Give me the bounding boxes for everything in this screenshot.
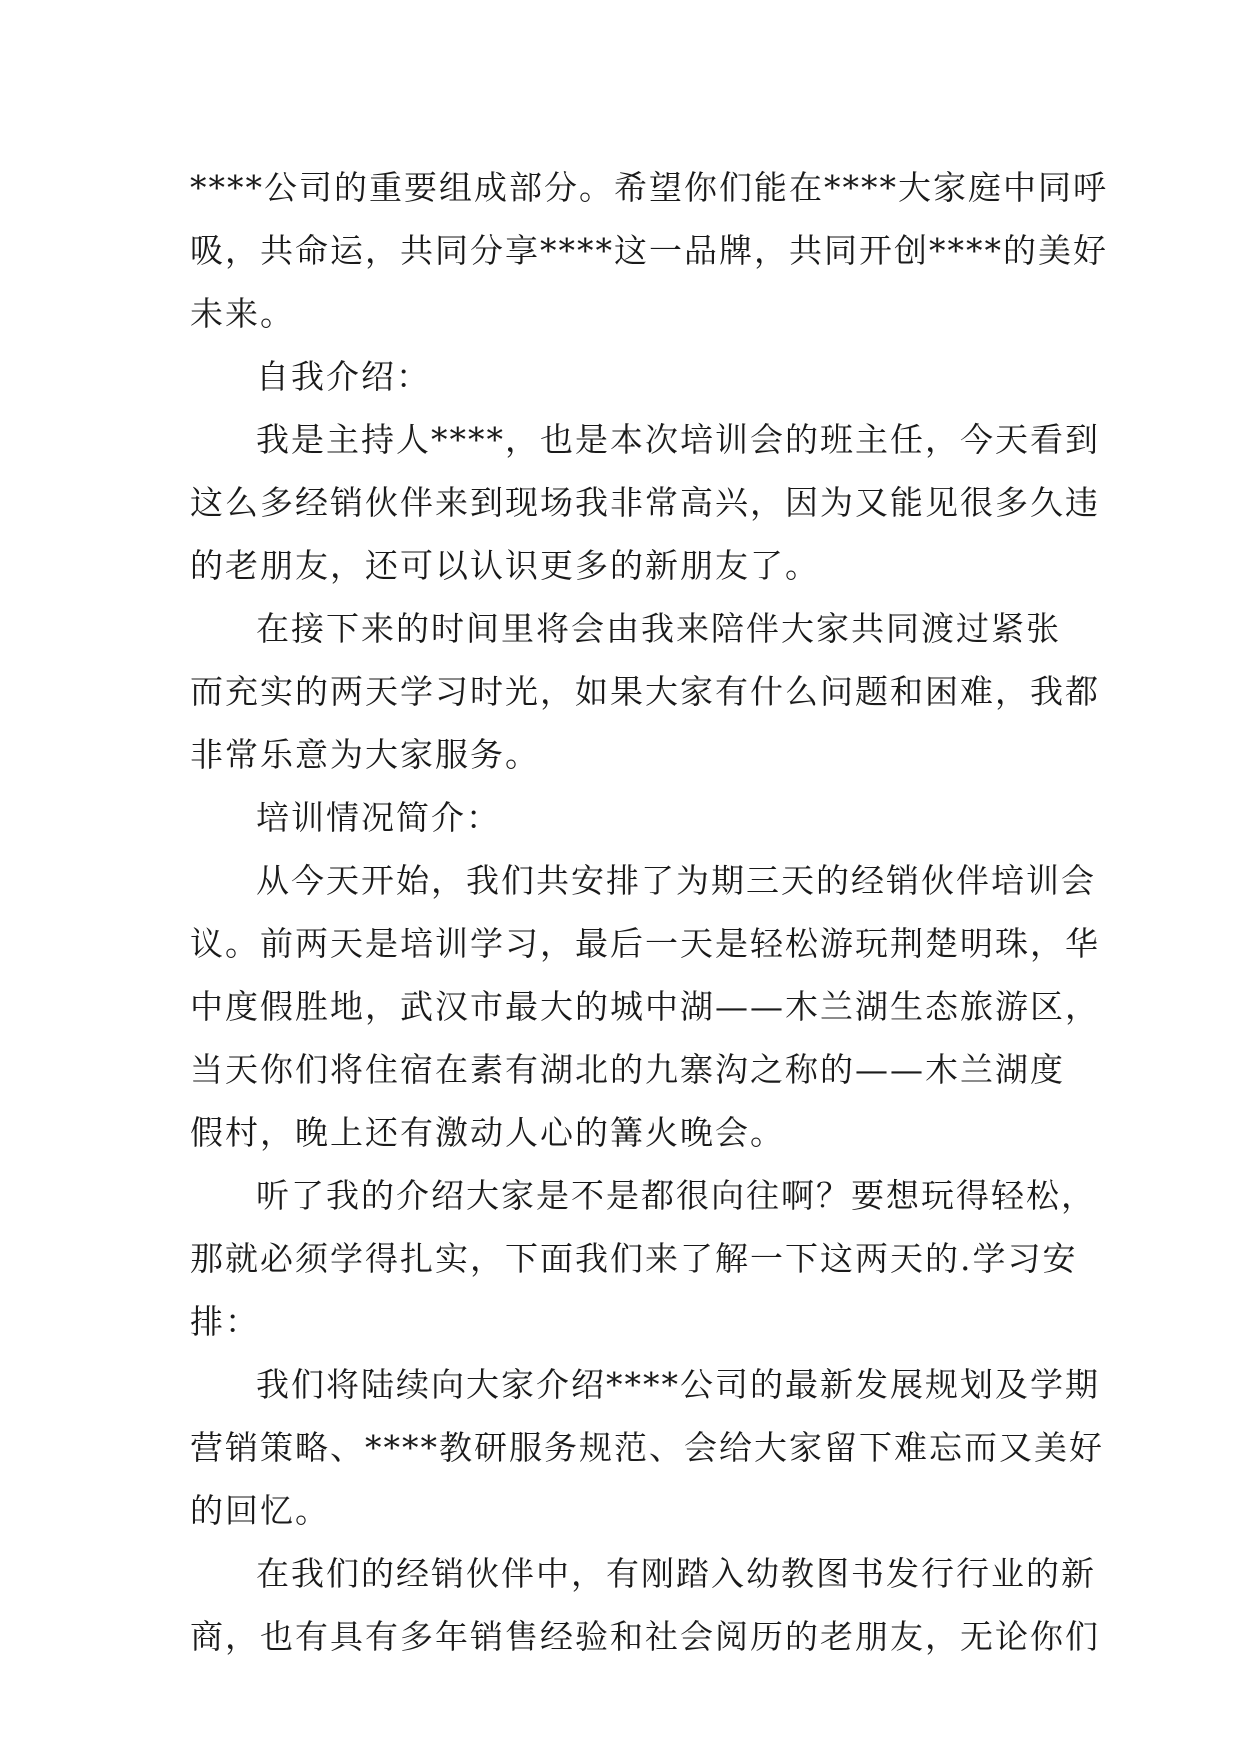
section-heading-training-overview: 培训情况简介： bbox=[256, 798, 501, 837]
document-body bbox=[190, 156, 1108, 1668]
text-line: 吸，共命运，共同分享****这一品牌，共同开创****的美好 bbox=[190, 231, 1108, 270]
text-line: 听了我的介绍大家是不是都很向往啊？要想玩得轻松， bbox=[256, 1176, 1096, 1215]
text-line: 在接下来的时间里将会由我来陪伴大家共同渡过紧张 bbox=[256, 609, 1061, 648]
text-line: 商，也有具有多年销售经验和社会阅历的老朋友，无论你们 bbox=[190, 1617, 1100, 1656]
text-line: 的回忆。 bbox=[190, 1491, 330, 1530]
text-line: 中度假胜地，武汉市最大的城中湖——木兰湖生态旅游区， bbox=[190, 987, 1100, 1026]
text-line: 排： bbox=[190, 1302, 260, 1341]
section-heading-self-intro: 自我介绍： bbox=[256, 357, 431, 396]
text-line: 而充实的两天学习时光，如果大家有什么问题和困难，我都 bbox=[190, 672, 1100, 711]
text-line: 我是主持人****，也是本次培训会的班主任，今天看到 bbox=[256, 420, 1100, 459]
text-line: 我们将陆续向大家介绍****公司的最新发展规划及学期 bbox=[256, 1365, 1100, 1404]
text-line: ****公司的重要组成部分。希望你们能在****大家庭中同呼 bbox=[190, 168, 1108, 207]
text-line: 假村，晚上还有激动人心的篝火晚会。 bbox=[190, 1113, 785, 1152]
text-line: 当天你们将住宿在素有湖北的九寨沟之称的——木兰湖度 bbox=[190, 1050, 1065, 1089]
text-line: 营销策略、****教研服务规范、会给大家留下难忘而又美好 bbox=[190, 1428, 1104, 1467]
text-line: 这么多经销伙伴来到现场我非常高兴，因为又能见很多久违 bbox=[190, 483, 1100, 522]
text-line: 从今天开始，我们共安排了为期三天的经销伙伴培训会 bbox=[256, 861, 1096, 900]
text-line: 那就必须学得扎实，下面我们来了解一下这两天的.学习安 bbox=[190, 1239, 1078, 1278]
text-line: 的老朋友，还可以认识更多的新朋友了。 bbox=[190, 546, 820, 585]
text-line: 议。前两天是培训学习，最后一天是轻松游玩荆楚明珠，华 bbox=[190, 924, 1100, 963]
text-line: 非常乐意为大家服务。 bbox=[190, 735, 540, 774]
text-line: 在我们的经销伙伴中，有刚踏入幼教图书发行行业的新 bbox=[256, 1554, 1096, 1593]
text-line: 未来。 bbox=[190, 294, 295, 333]
